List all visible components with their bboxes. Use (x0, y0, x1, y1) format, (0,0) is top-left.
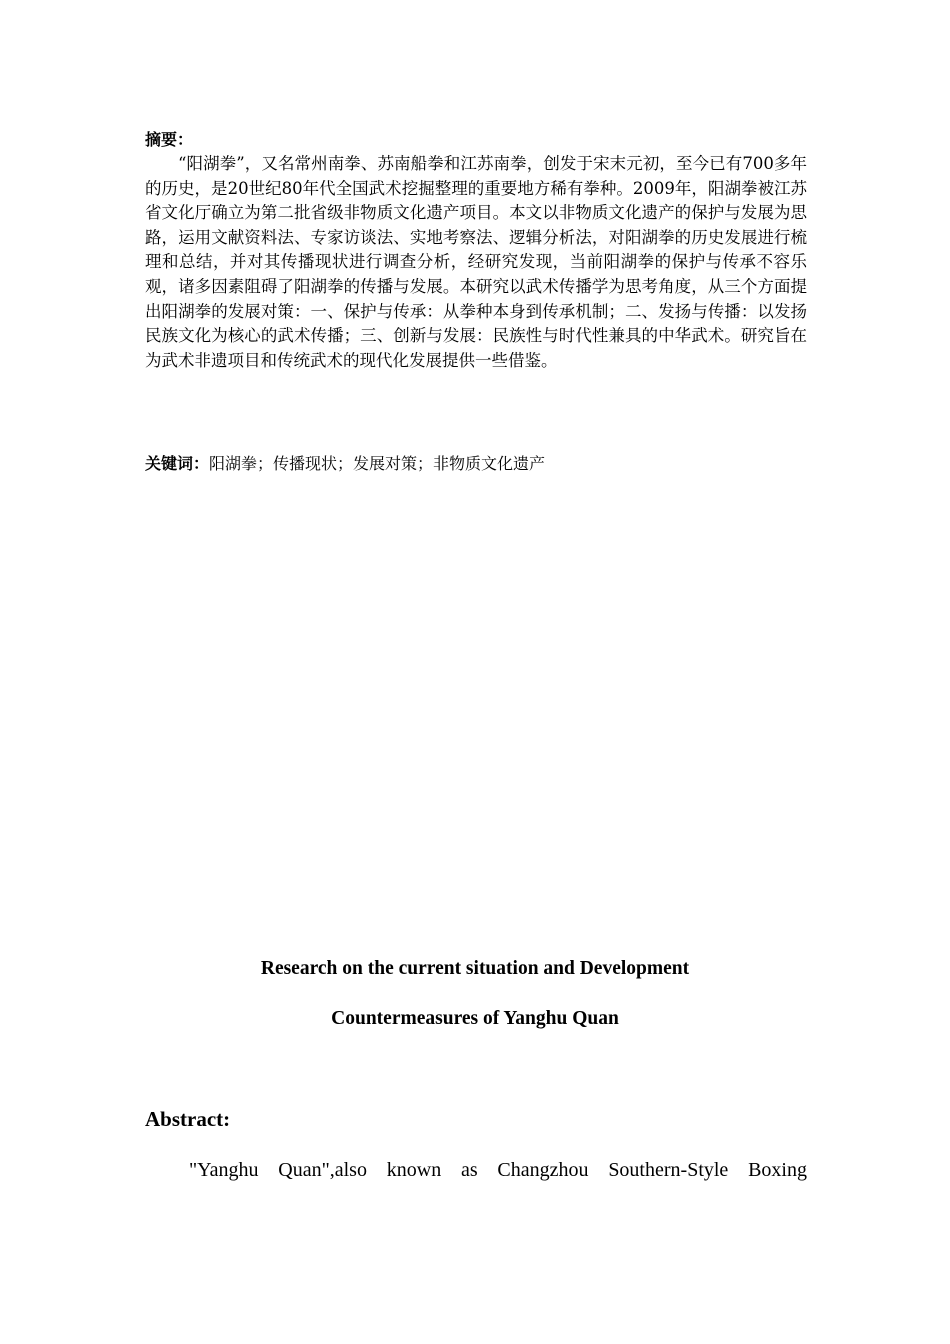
english-abstract-heading: Abstract: (145, 1107, 231, 1131)
english-title-line-2: Countermeasures of Yanghu Quan (331, 1008, 619, 1029)
chinese-abstract-heading: 摘要： (145, 130, 194, 149)
chinese-abstract-body: “阳湖拳”，又名常州南拳、苏南船拳和江苏南拳，创发于宋末元初，至今已有700多年的历史，是20世纪80年代全国武术挖掘整理的重要地方稀有拳种。2009年，阳湖拳被江苏省文化厅确立为第二批省级非物质文化遗产项目。本文以非物质文化遗产的保护与发展为思路，运用文献资料法、专家访谈法、实地考察法、逻辑分析法，对阳湖拳的历史发展进行梳理和总结，并对其传播现状进行调查分析，经研究发现，当前阳湖拳的保护与传承不容乐观，诸多因素阻碍了阳湖拳的传播与发展。本研究以武术传播学为思考角度，从三个方面提出阳湖拳的发展对策：一、保护与传承：从拳种本身到传承机制；二、发扬与传播：以发扬民族文化为核心的武术传播；三、创新与发展：民族性与时代性兼具的中华武术。研究旨在为武术非遗项目和传统武术的现代化发展提供一些借鉴。 (145, 154, 807, 370)
chinese-keywords-label: 关键词： (145, 454, 210, 473)
chinese-abstract (145, 128, 807, 373)
chinese-keywords-text: 阳湖拳；传播现状；发展对策；非物质文化遗产 (209, 454, 546, 473)
english-abstract-body: "Yanghu Quan",also known as Changzhou Southern-Style Boxing (189, 1159, 807, 1181)
english-title-line-1: Research on the current situation and Development (260, 958, 690, 979)
chinese-keywords (145, 452, 807, 477)
